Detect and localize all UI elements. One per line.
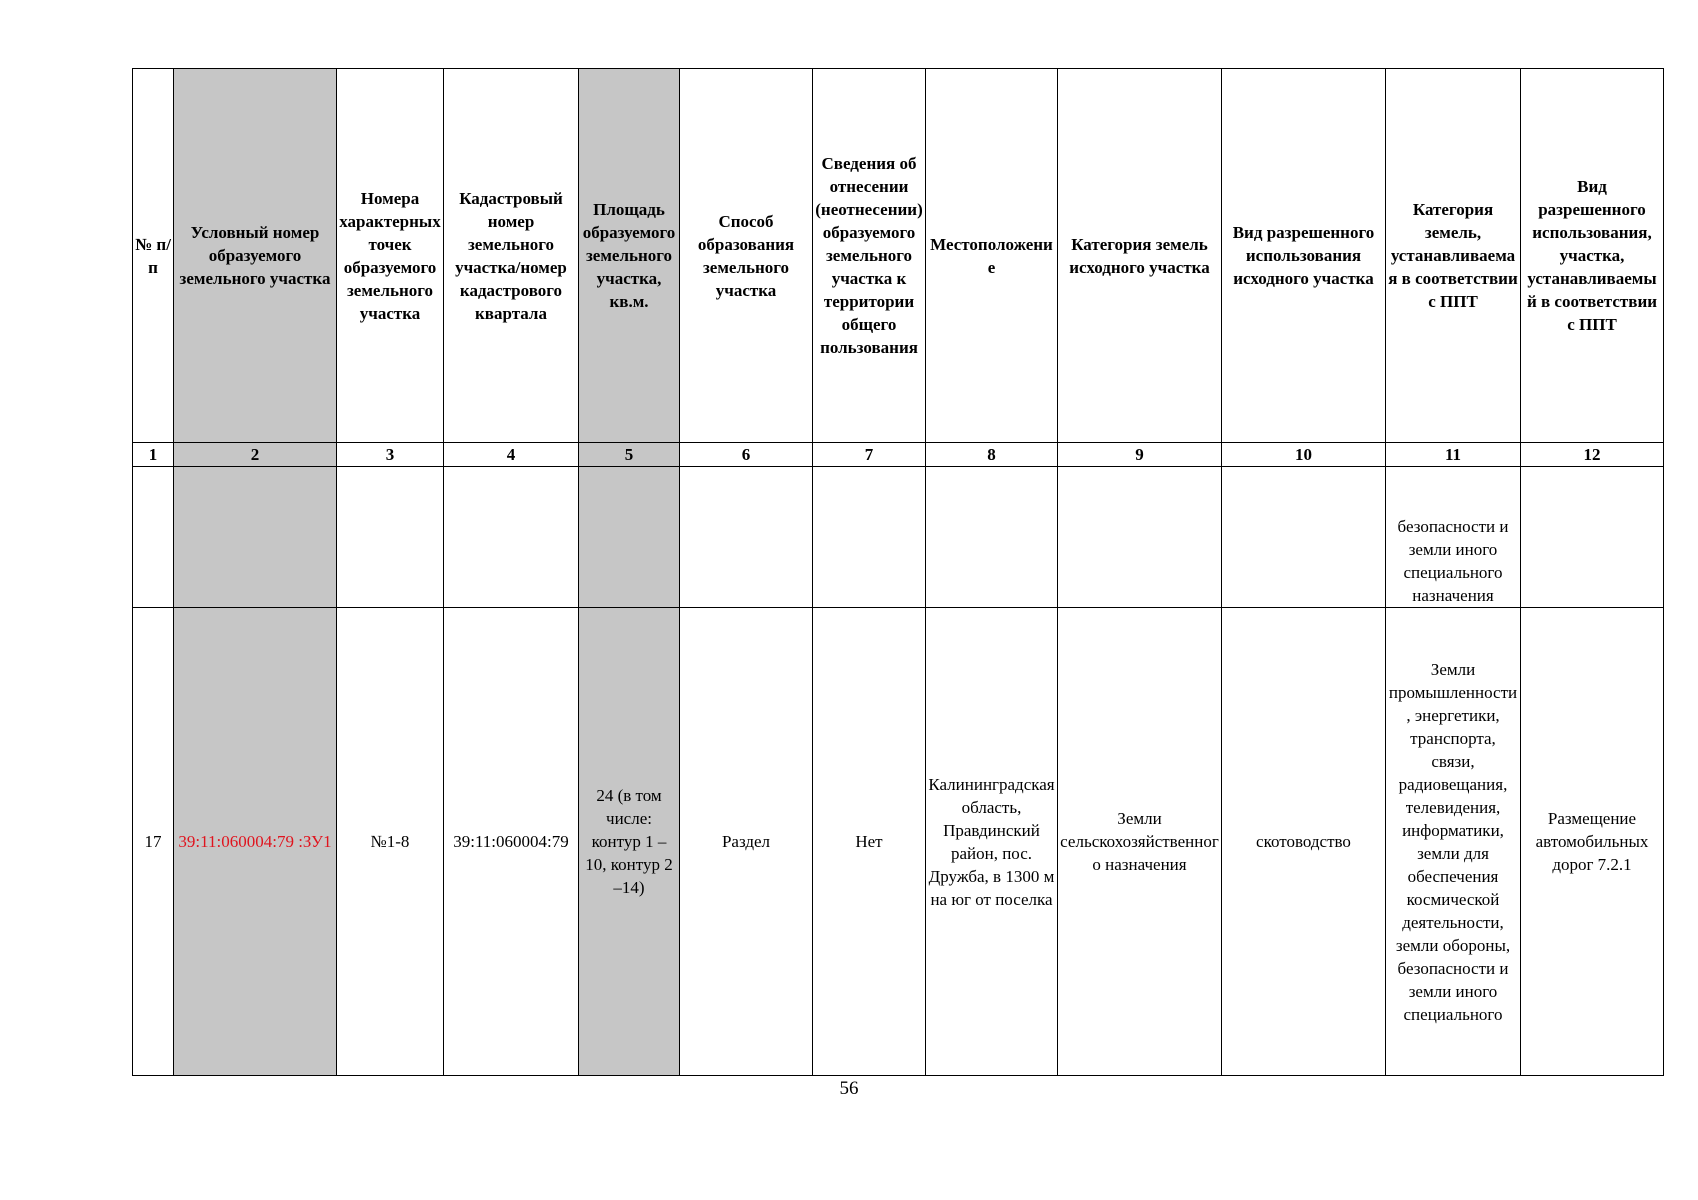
continued-category-cell: безопасности и земли иного специального назначения [1386,467,1521,608]
header-public-use: Сведения об отнесении (неотнесении) образуемого земельного участка к территории общего пользования [813,69,926,443]
header-num: № п/п [133,69,174,443]
column-number: 11 [1386,443,1521,467]
continuation-row [133,467,1664,608]
empty-cell [133,467,174,608]
row-number: 17 [133,608,174,1076]
empty-cell [926,467,1058,608]
column-number: 4 [444,443,579,467]
empty-cell [813,467,926,608]
source-use-cell: скотоводство [1222,608,1386,1076]
header-area: Площадь образуемого земельного участка, кв.м. [579,69,680,443]
empty-cell [579,467,680,608]
ppt-use-cell: Размещение автомобильных дорог 7.2.1 [1521,608,1664,1076]
column-number: 6 [680,443,813,467]
cadastral-cell: 39:11:060004:79 [444,608,579,1076]
land-plot-table [132,68,1664,1076]
header-ppt-use: Вид разрешенного использования, участка, устанавливаемый в соответствии с ППТ [1521,69,1664,443]
area-cell: 24 (в том числе: контур 1 – 10, контур 2 –14) [579,608,680,1076]
column-number: 9 [1058,443,1222,467]
header-method: Способ образования земельного участка [680,69,813,443]
header-conditional-number: Условный номер образуемого земельного участка [174,69,337,443]
page-number: 56 [839,1078,859,1099]
column-number: 7 [813,443,926,467]
column-number: 12 [1521,443,1664,467]
method-cell: Раздел [680,608,813,1076]
location-cell: Калининградская область, Правдинский район, пос. Дружба, в 1300 м на юг от поселка [926,608,1058,1076]
header-points: Номера характерных точек образуемого земельного участка [337,69,444,443]
points-cell: №1-8 [337,608,444,1076]
header-row [133,69,1664,443]
empty-cell [337,467,444,608]
source-category-cell: Земли сельскохозяйственного назначения [1058,608,1222,1076]
empty-cell [680,467,813,608]
conditional-number-cell: 39:11:060004:79 :ЗУ1 [174,608,337,1076]
header-cadastral: Кадастровый номер земельного участка/номер кадастрового квартала [444,69,579,443]
empty-cell [1521,467,1664,608]
column-number: 8 [926,443,1058,467]
ppt-category-cell: Земли промышленности, энергетики, транспорта, связи, радиовещания, телевидения, информатики, земли для обеспечения космической деятельности, земли обороны, безопасности и земли иного специального [1386,608,1521,1076]
header-ppt-category: Категория земель, устанавливаемая в соответствии с ППТ [1386,69,1521,443]
column-number: 5 [579,443,680,467]
column-number: 10 [1222,443,1386,467]
empty-cell [444,467,579,608]
header-source-category: Категория земель исходного участка [1058,69,1222,443]
header-location: Местоположение [926,69,1058,443]
empty-cell [174,467,337,608]
column-number: 3 [337,443,444,467]
header-source-use: Вид разрешенного использования исходного участка [1222,69,1386,443]
public-use-cell: Нет [813,608,926,1076]
empty-cell [1222,467,1386,608]
column-number-row [133,443,1664,467]
table-row [133,608,1664,1076]
empty-cell [1058,467,1222,608]
column-number: 2 [174,443,337,467]
column-number: 1 [133,443,174,467]
